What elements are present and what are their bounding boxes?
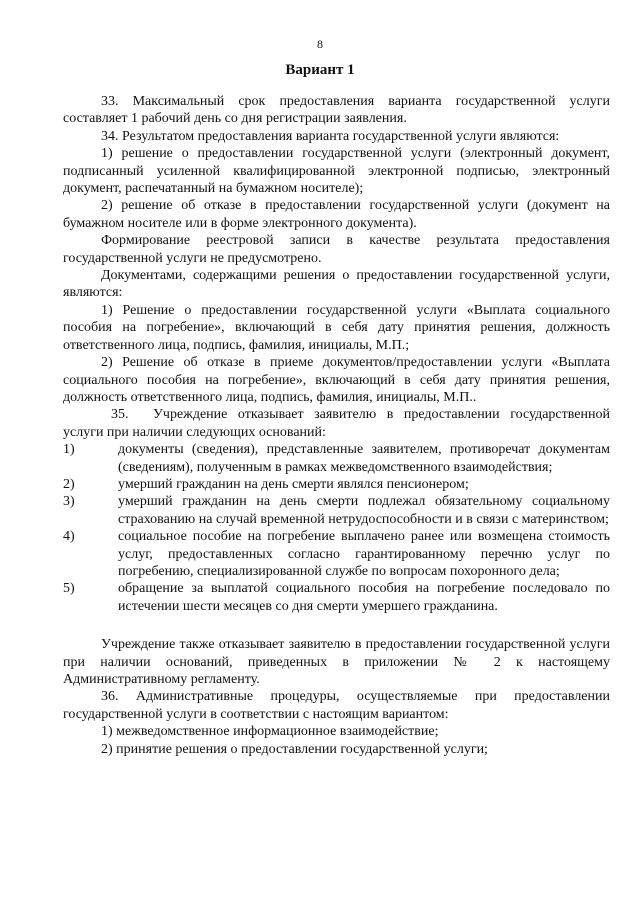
ground-text: умерший гражданин на день смерти подлежал обязательному социальному страхованию на случай временной нетрудоспособности и в связи с материнством; [118,494,610,527]
ground-number: 2) [63,476,75,492]
section-title: Вариант 1 [285,62,355,78]
ground-number: 3) [63,494,75,510]
page-number: 8 [317,37,323,51]
paragraph-35-number: 35. [111,407,129,423]
ground-item [63,493,610,528]
ground-text: социальное пособие на погребение выплачено ранее или возмещена стоимость услуг, предоставленных согласно гарантированному перечню услуг по погребению, специализированной службе по вопросам похоронного дела; [118,529,610,579]
paragraph-35-text: Учреждение отказывает заявителю в предоставлении государственной услуги при наличии следующих оснований: [63,407,610,440]
ground-item [63,580,610,615]
document-body [63,93,610,758]
ground-number: 4) [63,529,75,545]
ground-item [63,476,610,493]
paragraph-documents-item-2: 2) Решение об отказе в приеме документов/предоставлении услуги «Выплата социального пособия на погребение», включающий в себя дату принятия решения, должность ответственного лица, подпись, фамилия, инициалы, М.П.. [63,355,610,405]
paragraph-34-item-1: 1) решение о предоставлении государственной услуги (электронный документ, подписанный усиленной квалифицированной электронной подписью, электронный документ, распечатанный на бумажном носителе); [63,146,610,197]
paragraph-registry: Формирование реестровой записи в качестве результата предоставления государственной услуги не предусмотрено. [63,233,610,266]
paragraph-36: 36. Административные процедуры, осуществляемые при предоставлении государственной услуги в соответствии с настоящим вариантом: [63,689,610,722]
paragraph-also-refuses: Учреждение также отказывает заявителю в предоставлении государственной услуги при наличии оснований, приведенных в приложении № 2 к настоящему Административному регламенту. [63,637,610,687]
ground-item [63,441,610,476]
paragraph-36-item-1: 1) межведомственное информационное взаимодействие; [101,724,439,740]
paragraph-34-item-2: 2) решение об отказе в предоставлении государственной услуги (документ на бумажном носителе или в форме электронного документа). [63,198,610,231]
paragraph-35 [63,406,610,441]
ground-number: 5) [63,581,75,597]
ground-text: документы (сведения), представленные заявителем, противоречат документам (сведениям), полученным в рамках межведомственного взаимодействия; [118,442,610,475]
ground-text: обращение за выплатой социального пособия на погребение последовало по истечении шести месяцев со дня смерти умершего гражданина. [118,581,610,614]
ground-item [63,528,610,580]
paragraph-34: 34. Результатом предоставления варианта государственной услуги являются: [101,128,560,144]
ground-number: 1) [63,442,75,458]
paragraph-33: 33. Максимальный срок предоставления варианта государственной услуги составляет 1 рабочий день со дня регистрации заявления. [63,94,610,127]
paragraph-36-item-2: 2) принятие решения о предоставлении государственной услуги; [101,741,488,757]
paragraph-documents-item-1: 1) Решение о предоставлении государственной услуги «Выплата социального пособия на погребение», включающий в себя дату принятия решения, должность ответственного лица, подпись, фамилия, инициалы, М.П.; [63,302,610,353]
ground-text: умерший гражданин на день смерти являлся пенсионером; [118,476,469,492]
paragraph-documents: Документами, содержащими решения о предоставлении государственной услуги, являются: [63,268,610,301]
